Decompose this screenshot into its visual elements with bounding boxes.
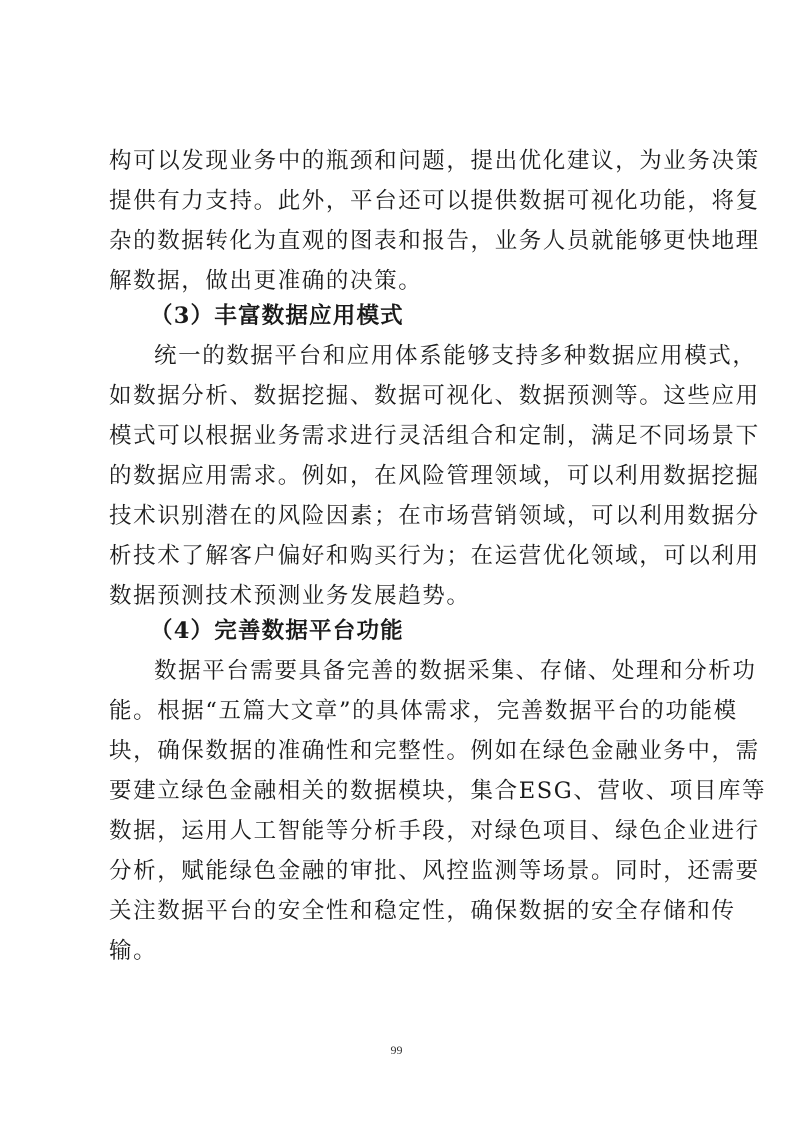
paragraph-line: 关注数据平台的安全性和稳定性，确保数据的安全存储和传 (109, 898, 736, 924)
paragraph-line: 析技术了解客户偏好和购买行为；在运营优化领域，可以利用 (109, 543, 760, 569)
paragraph-line: 构可以发现业务中的瓶颈和问题，提出优化建议，为业务决策 (109, 148, 760, 174)
paragraph-line: 数据，运用人工智能等分析手段，对绿色项目、绿色企业进行 (109, 818, 760, 844)
paragraph-line: 技术识别潜在的风险因素；在市场营销领域，可以利用数据分 (109, 503, 760, 529)
paragraph-line: 能。根据“五篇大文章”的具体需求，完善数据平台的功能模 (109, 698, 738, 724)
paragraph-line: 块，确保数据的准确性和完整性。例如在绿色金融业务中，需 (109, 738, 760, 764)
paragraph-line: 杂的数据转化为直观的图表和报告，业务人员就能够更快地理 (109, 228, 760, 254)
paragraph-line: 数据预测技术预测业务发展趋势。 (109, 583, 471, 609)
paragraph-line: 输。 (109, 938, 158, 964)
paragraph-line: 模式可以根据业务需求进行灵活组合和定制，满足不同场景下 (109, 423, 760, 449)
paragraph-line: 数据平台需要具备完善的数据采集、存储、处理和分析功 (154, 658, 757, 684)
paragraph-line: 的数据应用需求。例如，在风险管理领域，可以利用数据挖掘 (109, 463, 760, 489)
page-number: 99 (390, 1043, 403, 1057)
paragraph-line: 如数据分析、数据挖掘、数据可视化、数据预测等。这些应用 (109, 383, 760, 409)
paragraph-line: 分析，赋能绿色金融的审批、风控监测等场景。同时，还需要 (109, 858, 760, 884)
section-heading-3: （3）丰富数据应用模式 (150, 303, 404, 329)
section-heading-4: （4）完善数据平台功能 (150, 618, 404, 644)
paragraph-line: 提供有力支持。此外，平台还可以提供数据可视化功能，将复 (109, 188, 760, 214)
paragraph-line: 统一的数据平台和应用体系能够支持多种数据应用模式， (154, 343, 757, 369)
paragraph-line: 解数据，做出更准确的决策。 (109, 268, 423, 294)
paragraph-line: 要建立绿色金融相关的数据模块，集合ESG、营收、项目库等 (109, 778, 767, 804)
